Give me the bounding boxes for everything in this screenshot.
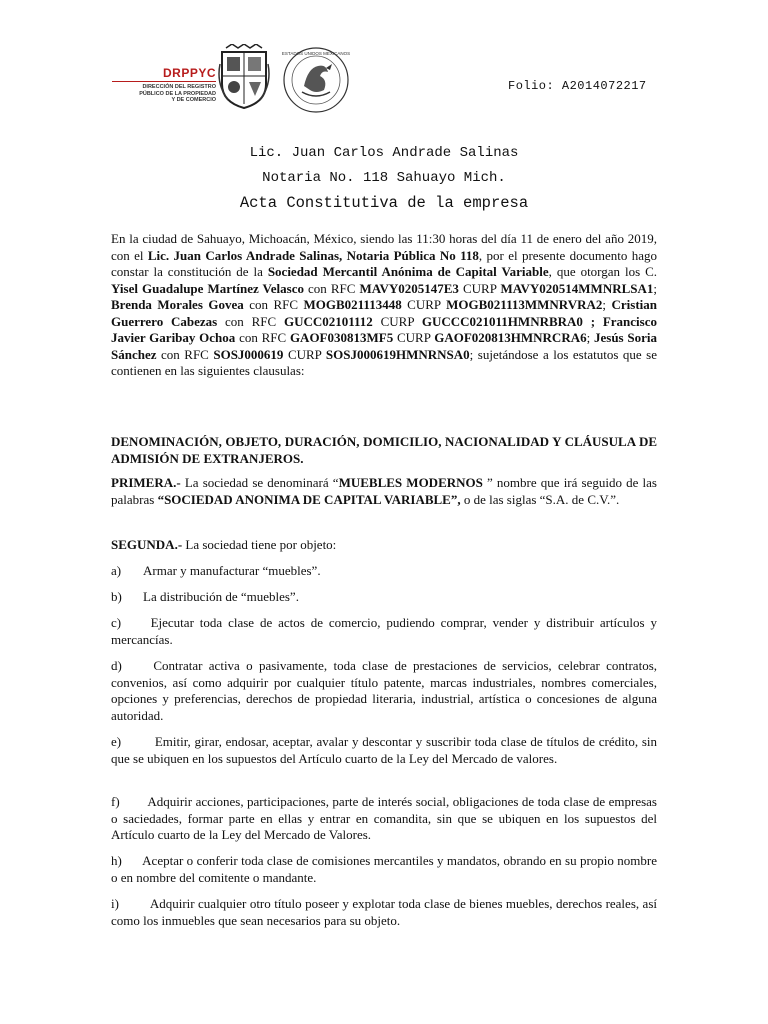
registry-line: PÚBLICO DE LA PROPIEDAD	[139, 90, 216, 97]
registry-subtitle	[112, 84, 216, 104]
list-item: i) Adquirir cualquier otro título poseer y explotar toda clase de bienes muebles, derechos reales, así como los inmuebles que sean necesarios para su objeto.	[111, 896, 657, 928]
list-item: a) Armar y manufacturar “muebles”.	[111, 563, 321, 578]
list-item: e) Emitir, girar, endosar, aceptar, avalar y descontar y suscribir toda clase de títulos de crédito, sin que se ubiquen en los supuestos del Artículo cuarto de la Ley del Mercado de valores.	[111, 734, 657, 766]
list-item: f) Adquirir acciones, participaciones, parte de interés social, obligaciones de toda clase de empresas o saciedades, formar parte en ellas y entrar en comandita, sin que se ubiquen en los supuestos del Artículo cuarto de la Ley del Mercado de Valores.	[111, 794, 657, 842]
registry-line: Y DE COMERCIO	[171, 97, 216, 103]
clause-segunda: SEGUNDA.- La sociedad tiene por objeto:	[111, 537, 337, 552]
registry-name: DRPPYC	[112, 66, 216, 82]
list-item: b) La distribución de “muebles”.	[111, 589, 299, 604]
folio-number: Folio: A2014072217	[508, 79, 647, 93]
registry-logo	[112, 66, 216, 104]
list-item: d) Contratar activa o pasivamente, toda clase de prestaciones de servicios, celebrar contratos, convenios, así como adquirir por cualquier título patente, marcas industriales, nombres comerciales, opciones y preferencias, derechos de propiedad literaria, industrial, artística o concesiones de alguna autoridad.	[111, 658, 658, 723]
clause-primera: PRIMERA.- La sociedad se denominará “MUEBLES MODERNOS ” nombre que irá seguido de las palabras “SOCIEDAD ANONIMA DE CAPITAL VARIABLE”, o de las siglas “S.A. de C.V.”.	[111, 475, 657, 507]
list-item: h) Aceptar o conferir toda clase de comisiones mercantiles y mandatos, obrando en su propio nombre o en nombre del comitente o mandante.	[111, 853, 657, 885]
notaria-number: Notaria No. 118 Sahuayo Mich.	[262, 170, 506, 186]
intro-paragraph: En la ciudad de Sahuayo, Michoacán, México, siendo las 11:30 horas del día 11 de enero del año 2019, con el Lic. Juan Carlos Andrade Salinas, Notaria Pública No 118, por el presente documento hago constar la constitución de la Sociedad Mercantil Anónima de Capital Variable, que otorgan los C. Yisel Guadalupe Martínez Velasco con RFC MAVY0205147E3 CURP MAVY020514MMNRLSA1; Brenda Morales Govea con RFC MOGB021113448 CURP MOGB021113MMNRVRA2; Cristian Guerrero Cabezas con RFC GUCC02101112 CURP GUCCC021011HMNRBRA0 ; Francisco Javier Garibay Ochoa con RFC GAOF030813MF5 CURP GAOF020813HMNRCRA6; Jesús Soria Sánchez con RFC SOSJ000619 CURP SOSJ000619HMNRNSA0; sujetándose a los estatutos que se contienen en las siguientes clausulas:	[111, 231, 658, 378]
national-seal-icon	[282, 46, 350, 114]
state-crest-icon	[218, 44, 270, 110]
registry-line: DIRECCIÓN DEL REGISTRO	[142, 84, 216, 90]
seal-text: ESTADOS UNIDOS MEXICANOS	[282, 51, 350, 56]
section-heading: DENOMINACIÓN, OBJETO, DURACIÓN, DOMICILIO, NACIONALIDAD Y CLÁUSULA DE ADMISIÓN DE EXTRANJEROS.	[111, 434, 657, 466]
notary-name: Lic. Juan Carlos Andrade Salinas	[249, 145, 519, 161]
list-item: c) Ejecutar toda clase de actos de comercio, pudiendo comprar, vender y distribuir artículos y mercancías.	[111, 615, 657, 647]
document-title: Acta Constitutiva de la empresa	[239, 194, 529, 212]
